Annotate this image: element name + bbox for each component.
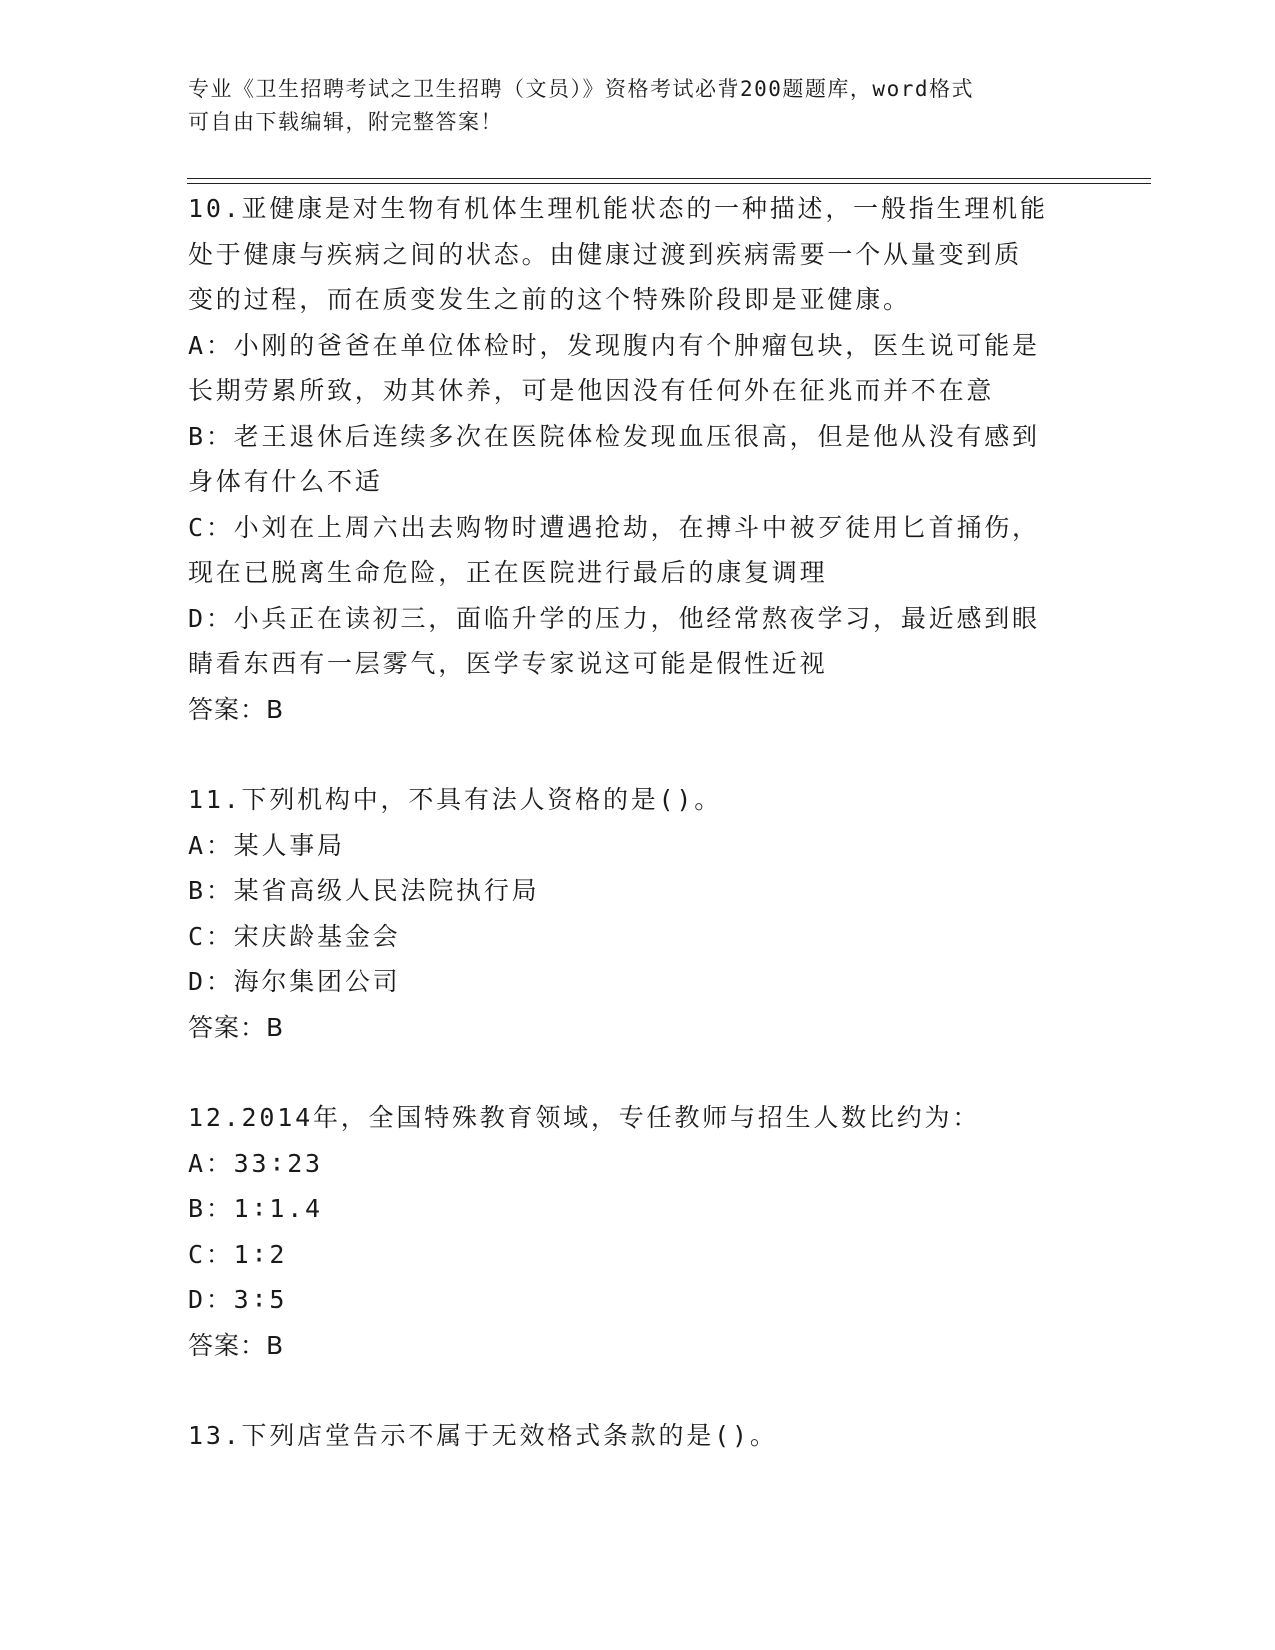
question-list <box>188 186 1088 1459</box>
option-a: A：某人事局 <box>188 830 345 860</box>
option-a: 长期劳累所致，劝其休养，可是他因没有任何外在征兆而并不在意 <box>188 376 995 405</box>
answer-line: 答案：B <box>188 1330 285 1360</box>
option-a: A：小刚的爸爸在单位体检时，发现腹内有个肿瘤包块，医生说可能是 <box>188 330 1040 360</box>
header-line-1: 专业《卫生招聘考试之卫生招聘（文员）》资格考试必背200题题库，word格式 <box>188 77 974 101</box>
question-spacer <box>188 1050 1088 1095</box>
question-stem: 13.下列店堂告示不属于无效格式条款的是()。 <box>188 1421 778 1450</box>
question-12 <box>188 1095 1088 1368</box>
question-10 <box>188 186 1088 732</box>
header-divider-top <box>187 178 1151 179</box>
header-divider-bottom <box>187 183 1151 184</box>
option-d: D：小兵正在读初三，面临升学的压力，他经常熬夜学习，最近感到眼 <box>188 603 1040 633</box>
option-a: A：33∶23 <box>188 1148 323 1178</box>
question-stem: 变的过程，而在质变发生之前的这个特殊阶段即是亚健康。 <box>188 285 911 314</box>
question-spacer <box>188 1368 1088 1413</box>
option-c: C：宋庆龄基金会 <box>188 921 401 951</box>
option-d: D：3∶5 <box>188 1285 288 1314</box>
question-11 <box>188 777 1088 1050</box>
question-spacer <box>188 732 1088 777</box>
option-b: B：某省高级人民法院执行局 <box>188 876 540 905</box>
option-b: B：1∶1.4 <box>188 1194 323 1223</box>
option-c: 现在已脱离生命危险，正在医院进行最后的康复调理 <box>188 558 828 587</box>
header-line-2: 可自由下载编辑，附完整答案！ <box>188 110 503 134</box>
option-d: 睛看东西有一层雾气，医学专家说这可能是假性近视 <box>188 649 828 678</box>
question-stem: 12.2014年，全国特殊教育领域，专任教师与招生人数比约为： <box>188 1103 981 1132</box>
answer-line: 答案：B <box>188 1012 285 1042</box>
question-stem: 11.下列机构中，不具有法人资格的是()。 <box>188 785 723 814</box>
document-header <box>188 73 1088 139</box>
option-b: 身体有什么不适 <box>188 467 383 496</box>
question-13 <box>188 1413 1088 1459</box>
option-c: C：小刘在上周六出去购物时遭遇抢劫，在搏斗中被歹徒用匕首捅伤， <box>188 512 1040 542</box>
option-c: C：1∶2 <box>188 1239 288 1269</box>
question-stem: 10.亚健康是对生物有机体生理机能状态的一种描述，一般指生理机能 <box>188 194 1048 223</box>
option-d: D：海尔集团公司 <box>188 967 401 996</box>
option-b: B：老王退休后连续多次在医院体检发现血压很高，但是他从没有感到 <box>188 421 1040 451</box>
answer-line: 答案：B <box>188 694 285 724</box>
question-stem: 处于健康与疾病之间的状态。由健康过渡到疾病需要一个从量变到质 <box>188 239 1023 269</box>
